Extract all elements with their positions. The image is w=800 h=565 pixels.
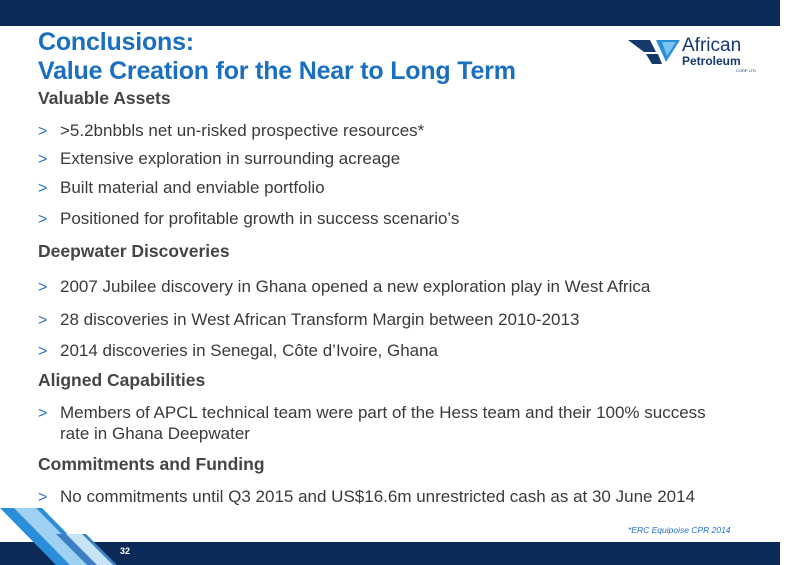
bullet-arrow-icon: > xyxy=(38,405,48,422)
bullet-text: 2014 discoveries in Senegal, Côte d’Ivoire, Ghana xyxy=(60,341,439,360)
bullet-text: No commitments until Q3 2015 and US$16.6m unrestricted cash as at 30 June 2014 xyxy=(60,487,696,506)
bullet-text: >5.2bnbbls net un-risked prospective resources* xyxy=(60,121,425,140)
top-banner xyxy=(0,0,780,26)
section-heading-aligned-capabilities: Aligned Capabilities xyxy=(38,370,206,390)
bullet-text: Extensive exploration in surrounding acreage xyxy=(60,149,401,168)
bullet-arrow-icon: > xyxy=(38,180,48,197)
page-number: 32 xyxy=(120,546,131,556)
logo-bird-icon xyxy=(626,34,682,74)
bullet-text: Members of APCL technical team were part of the Hess team and their 100% success rate in Ghana Deepwater xyxy=(60,403,706,443)
bullet-text: 28 discoveries in West African Transform Margin between 2010-2013 xyxy=(60,310,580,329)
company-logo xyxy=(626,34,776,78)
title-line-1: Conclusions: xyxy=(38,28,194,56)
bottom-chevron-decoration xyxy=(0,508,180,565)
section-heading-deepwater-discoveries: Deepwater Discoveries xyxy=(38,241,230,261)
logo-suffix: CORP LTD xyxy=(736,68,756,73)
bullet-arrow-icon: > xyxy=(38,343,48,360)
bullet-arrow-icon: > xyxy=(38,279,48,296)
title-line-2: Value Creation for the Near to Long Term xyxy=(38,57,516,85)
bullet-text: Positioned for profitable growth in success scenario’s xyxy=(60,209,460,228)
bullet-arrow-icon: > xyxy=(38,312,48,329)
bullet-text: 2007 Jubilee discovery in Ghana opened a new exploration play in West Africa xyxy=(60,277,651,296)
bullet-arrow-icon: > xyxy=(38,151,48,168)
logo-word-african: African xyxy=(682,35,742,56)
section-heading-valuable-assets: Valuable Assets xyxy=(38,88,171,108)
logo-word-petroleum: Petroleum xyxy=(682,54,741,68)
section-heading-commitments-and-funding: Commitments and Funding xyxy=(38,454,265,474)
bullet-arrow-icon: > xyxy=(38,489,48,506)
bullet-text: Built material and enviable portfolio xyxy=(60,178,325,197)
slide-title xyxy=(38,28,598,86)
bullet-arrow-icon: > xyxy=(38,211,48,228)
bullet-arrow-icon: > xyxy=(38,123,48,140)
footnote: *ERC Equipoise CPR 2014 xyxy=(628,525,731,535)
